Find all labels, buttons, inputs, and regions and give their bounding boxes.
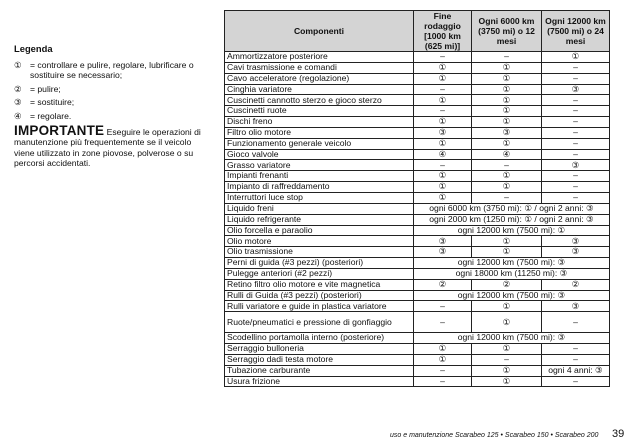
interval-cell: ③ (542, 247, 610, 258)
interval-cell: ③ (542, 84, 610, 95)
table-header-row (225, 11, 610, 52)
table-row (225, 225, 610, 236)
interval-cell: ① (414, 138, 472, 149)
legend-title: Legenda (14, 43, 53, 54)
legend-symbol: ① (14, 59, 22, 70)
table-row (225, 247, 610, 258)
interval-cell: ② (542, 279, 610, 290)
component-name: Serraggio bulloneria (225, 344, 414, 355)
interval-cell: ① (414, 117, 472, 128)
interval-cell: – (542, 192, 610, 203)
interval-cell: – (414, 84, 472, 95)
component-name: Liquido freni (225, 203, 414, 214)
table-row (225, 62, 610, 73)
component-name: Usura frizione (225, 376, 414, 387)
interval-cell: – (414, 160, 472, 171)
component-name: Rulli di Guida (#3 pezzi) (posteriori) (225, 290, 414, 301)
interval-cell: ① (472, 247, 542, 258)
table-row (225, 312, 610, 333)
component-name: Dischi freno (225, 117, 414, 128)
component-name: Liquido refrigerante (225, 214, 414, 225)
interval-cell: ① (472, 95, 542, 106)
table-row (225, 117, 610, 128)
component-name: Impianti frenanti (225, 171, 414, 182)
interval-cell: – (542, 182, 610, 193)
table-row (225, 52, 610, 63)
legend-item (14, 97, 214, 108)
component-name: Cuscinetti ruote (225, 106, 414, 117)
legend-symbol: ④ (14, 110, 22, 121)
interval-cell: – (542, 376, 610, 387)
component-name: Interruttori luce stop (225, 192, 414, 203)
interval-cell: ③ (414, 127, 472, 138)
interval-cell: – (472, 52, 542, 63)
component-name: Ammortizzatore posteriore (225, 52, 414, 63)
header-break-in: Fine rodaggio [1000 km (625 mi)] (414, 11, 472, 52)
interval-cell: – (414, 365, 472, 376)
interval-cell: ① (472, 182, 542, 193)
component-name: Cavi trasmissione e comandi (225, 62, 414, 73)
table-body (225, 52, 610, 387)
interval-cell: ③ (472, 127, 542, 138)
interval-cell: ① (472, 236, 542, 247)
interval-cell: ① (414, 62, 472, 73)
interval-cell: – (542, 171, 610, 182)
interval-cell: ogni 4 anni: ③ (542, 365, 610, 376)
table-row (225, 171, 610, 182)
interval-cell: ① (472, 301, 542, 312)
component-name: Cavo acceleratore (regolazione) (225, 73, 414, 84)
component-name: Serraggio dadi testa motore (225, 354, 414, 365)
table-row (225, 344, 610, 355)
component-name: Grasso variatore (225, 160, 414, 171)
legend-symbol: ③ (14, 97, 22, 108)
footer-text: uso e manutenzione Scarabeo 125 • Scarabeo 150 • Scarabeo 200 (390, 432, 599, 439)
interval-cell: ① (472, 138, 542, 149)
interval-span-cell: ogni 12000 km (7500 mi): ③ (414, 333, 610, 344)
important-note (14, 122, 214, 169)
legend-item (14, 111, 214, 122)
interval-cell: – (542, 73, 610, 84)
interval-cell: – (542, 127, 610, 138)
interval-cell: ① (472, 106, 542, 117)
interval-cell: – (472, 354, 542, 365)
interval-cell: ④ (472, 149, 542, 160)
interval-span-cell: ogni 12000 km (7500 mi): ③ (414, 258, 610, 269)
table-row (225, 290, 610, 301)
interval-cell: – (542, 312, 610, 333)
legend-item (14, 60, 214, 81)
page-number: 39 (612, 428, 625, 440)
interval-cell: ① (414, 171, 472, 182)
important-title: IMPORTANTE (14, 122, 105, 138)
interval-cell: – (542, 62, 610, 73)
interval-cell: – (542, 138, 610, 149)
interval-cell: ① (472, 73, 542, 84)
interval-cell: – (542, 344, 610, 355)
table-row (225, 95, 610, 106)
table-row (225, 127, 610, 138)
legend-symbol: ② (14, 83, 22, 94)
interval-cell: ① (472, 117, 542, 128)
component-name: Cuscinetti cannotto sterzo e gioco sterzo (225, 95, 414, 106)
interval-cell: – (414, 106, 472, 117)
component-name: Tubazione carburante (225, 365, 414, 376)
component-name: Pulegge anteriori (#2 pezzi) (225, 268, 414, 279)
interval-cell: – (414, 312, 472, 333)
component-name: Cinghia variatore (225, 84, 414, 95)
table-row (225, 258, 610, 269)
table-row (225, 160, 610, 171)
interval-cell: ① (472, 376, 542, 387)
interval-cell: – (542, 149, 610, 160)
table-row (225, 138, 610, 149)
interval-span-cell: ogni 18000 km (11250 mi): ③ (414, 268, 610, 279)
component-name: Perni di guida (#3 pezzi) (posteriori) (225, 258, 414, 269)
interval-cell: ① (472, 171, 542, 182)
interval-cell: – (472, 160, 542, 171)
interval-cell: – (472, 192, 542, 203)
interval-cell: ① (414, 344, 472, 355)
component-name: Ruote/pneumatici e pressione di gonfiaggio (225, 312, 414, 333)
interval-cell: – (414, 52, 472, 63)
table-row (225, 84, 610, 95)
interval-span-cell: ogni 12000 km (7500 mi): ① (414, 225, 610, 236)
component-name: Impianto di raffreddamento (225, 182, 414, 193)
interval-cell: ① (472, 365, 542, 376)
component-name: Olio forcella e paraolio (225, 225, 414, 236)
legend-text: = pulire; (30, 83, 61, 94)
interval-cell: ③ (414, 247, 472, 258)
interval-cell: – (542, 117, 610, 128)
table-row (225, 236, 610, 247)
table-row (225, 203, 610, 214)
interval-cell: ① (472, 84, 542, 95)
table-row (225, 73, 610, 84)
component-name: Funzionamento generale veicolo (225, 138, 414, 149)
interval-cell: ① (414, 182, 472, 193)
component-name: Olio trasmissione (225, 247, 414, 258)
table-row (225, 301, 610, 312)
table-row (225, 268, 610, 279)
header-6000km: Ogni 6000 km (3750 mi) o 12 mesi (472, 11, 542, 52)
table-row (225, 333, 610, 344)
interval-cell: – (542, 106, 610, 117)
component-name: Retino filtro olio motore e vite magnetica (225, 279, 414, 290)
table-row (225, 214, 610, 225)
interval-cell: ① (472, 312, 542, 333)
interval-span-cell: ogni 12000 km (7500 mi): ③ (414, 290, 610, 301)
interval-cell: ③ (414, 236, 472, 247)
component-name: Olio motore (225, 236, 414, 247)
interval-cell: ① (414, 354, 472, 365)
interval-cell: ② (414, 279, 472, 290)
table-row (225, 365, 610, 376)
interval-cell: ① (472, 344, 542, 355)
interval-cell: ② (472, 279, 542, 290)
interval-span-cell: ogni 2000 km (1250 mi): ① / ogni 2 anni: ③ (414, 214, 610, 225)
interval-cell: ① (414, 73, 472, 84)
interval-cell: ① (472, 62, 542, 73)
maintenance-table (224, 10, 610, 387)
interval-cell: ③ (542, 160, 610, 171)
component-name: Gioco valvole (225, 149, 414, 160)
interval-cell: ① (414, 192, 472, 203)
interval-cell: ① (414, 95, 472, 106)
interval-cell: – (414, 301, 472, 312)
interval-cell: – (542, 354, 610, 365)
component-name: Scodellino portamolla interno (posteriore) (225, 333, 414, 344)
table-row (225, 279, 610, 290)
table-row (225, 192, 610, 203)
header-12000km: Ogni 12000 km (7500 mi) o 24 mesi (542, 11, 610, 52)
table-row (225, 149, 610, 160)
legend-text: = sostituire; (30, 97, 75, 108)
important-text: Eseguire le operazioni di manutenzione più frequentemente se il veicolo viene utilizzato in zone piovose, polverose o su percorsi accidentati. (14, 126, 201, 169)
legend (14, 44, 214, 169)
interval-cell: ① (542, 52, 610, 63)
legend-text: = controllare e pulire, regolare, lubrificare o sostituire se necessario; (30, 59, 194, 81)
table-row (225, 106, 610, 117)
interval-cell: – (542, 95, 610, 106)
interval-cell: ③ (542, 301, 610, 312)
legend-text: = regolare. (30, 110, 72, 121)
component-name: Filtro olio motore (225, 127, 414, 138)
component-name: Rulli variatore e guide in plastica variatore (225, 301, 414, 312)
legend-item (14, 84, 214, 95)
header-components: Componenti (225, 11, 414, 52)
interval-cell: ④ (414, 149, 472, 160)
interval-span-cell: ogni 6000 km (3750 mi): ① / ogni 2 anni: ③ (414, 203, 610, 214)
table-row (225, 354, 610, 365)
table-row (225, 182, 610, 193)
table-row (225, 376, 610, 387)
interval-cell: ③ (542, 236, 610, 247)
interval-cell: – (414, 376, 472, 387)
